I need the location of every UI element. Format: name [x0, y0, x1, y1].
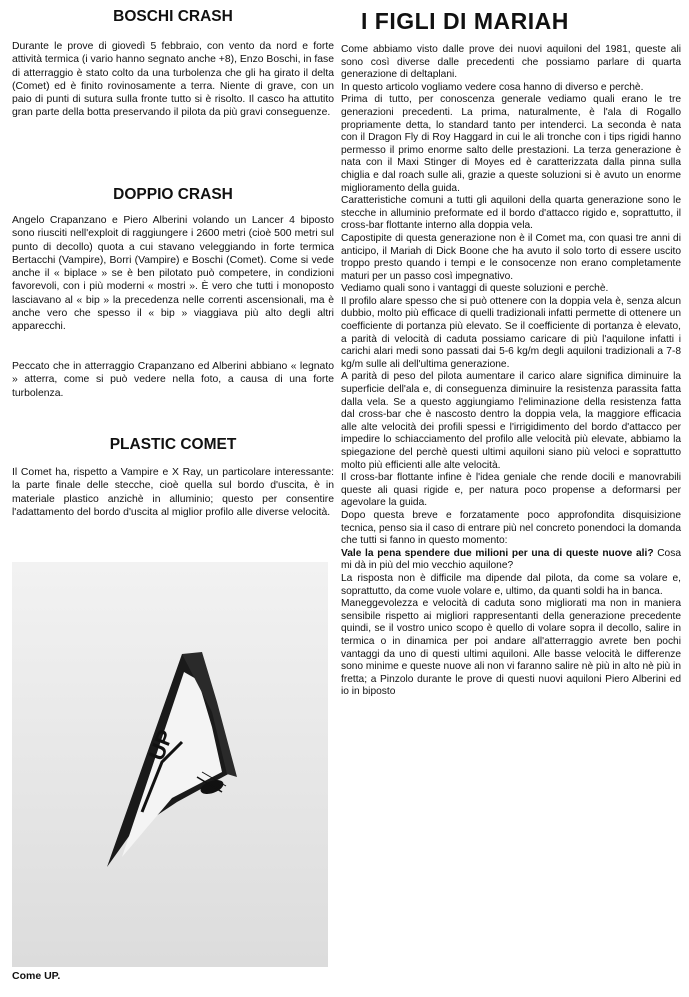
article-paragraph: Vediamo quali sono i vantaggi di queste soluzioni e perchè. — [341, 283, 609, 295]
article-paragraph: La risposta non è difficile ma dipende dal pilota, da come sa volare e, soprattutto, da come vuole volare e, ultimo, da quanti soldi ha in banca. — [341, 572, 681, 597]
photo-caption: Come UP. — [12, 970, 61, 982]
doppio-crash-body-2: Peccato che in atterraggio Crapanzano ed Alberini abbiano « legnato » atterra, come si può vedere nella foto, a causa di una forte turbolenza. — [12, 361, 334, 399]
plastic-comet-title: PLASTIC COMET — [109, 436, 237, 453]
doppio-crash-title: DOPPIO CRASH — [113, 186, 233, 203]
article-title: I FIGLI DI MARIAH — [361, 8, 569, 34]
article-paragraph: Capostipite di questa generazione non è il Comet ma, con quasi tre anni di anticipo, il Mariah di Dick Boone che ha avuto il solo torto di essere uscito troppo presto quando i tempi e le consocenze non erano completamente maturi per un passo così impegnativo. — [341, 232, 681, 282]
article-paragraph: Prima di tutto, per conoscenza generale vediamo quali erano le tre generazioni precedenti. La prima, naturalmente, è l'ala di Rogallo propriamente detta, lo standard tanto per intenderci. La seconda è nata con il Dragon Fly di Roy Haggard in cui le ali tronche con i tips rigidi hanno permesso il primo enorme salto delle prestazioni. La terza generazione è nata con il Maxi Stinger di Moyes ed è caratterizzata dalla pinna sulla chiglia e dal roach sulle ali, grazie a queste soluzioni si è avuto un enorme miglioramento della guida. — [341, 94, 681, 194]
plastic-comet-body: Il Comet ha, rispetto a Vampire e X Ray, un particolare interessante: la parte finale delle stecche, cioè quella sul bordo d'uscita, è in materiale plastico anzichè in alluminio; questo per consentire l'adattamento del bordo d'uscita al miglior profilo alle diverse velocità. — [12, 467, 334, 518]
boschi-crash-body: Durante le prove di giovedì 5 febbraio, con vento da nord e forte attività termica (i vario hanno segnato anche +8), Enzo Boschi, in fase di atterraggio è stato colto da una turbolenza che gli ha girato il delta (Comet) ed è finito rovinosamente a terra. Niente di grave, con un paio di punti di sutura sulla fronte tutto si è risolto. Il casco ha attutito gran parte della botta preservando il pilota da più gravi conseguenze. — [12, 41, 334, 119]
article-paragraph: Dopo questa breve e forzatamente poco approfondita disquisizione tecnica, penso sia il caso di entrare più nel concreto ponendoci la domanda che tutti si fanno in questo momento: — [341, 509, 681, 547]
article-paragraph: A parità di peso del pilota aumentare il carico alare significa diminuire la superficie dell'ala e, di conseguenza diminuire la resistenza parassita fatta dalla vela. Se a questo aggiungiamo l'eliminazione della resistenza fatta dal cross-bar che è nascosto dentro la doppia vela, la maggiore efficacia alle alte velocità dei profili spessi e l'irrigidimento del bordo d'attacco per impedire lo schiacciamento del profilo alle velocità più elevate, abbiamo la spiegazione del perchè questi ultimi aquiloni siano più veloci e soprattutto molto più efficienti alle alte velocità. — [341, 371, 681, 471]
article-paragraph: Maneggevolezza e velocità di caduta sono migliorati ma non in maniera sensibile rispetto ai migliori rappresentanti della generazione precedente quindi, se il vostro unico scopo è quello di volare sopra il decollo, salire in termica o in dinamica per poi andare all'atterraggio avrete ben pochi vantaggi da uno di questi ultimi aquiloni. Alle basse velocità le differenze sono minime e queste nuove ali non vi faranno salire nè più in alto nè più in fretta; a Pinzolo durante le prove di questi nuovi aquiloni Piero Alberini ed io in biposto — [341, 598, 681, 698]
article-paragraph: Il profilo alare spesso che si può ottenere con la doppia vela è, senza alcun dubbio, molto più efficace di quelli tradizionali infatti permette di ottenere un coefficiente di portanza più elevato. Se il coefficiente di portanza è elevato, a parità di velocità di caduta possiamo caricare di più l'aquilone infatti i carichi alari medi sono passati dai 5-6 kg/m degli aquiloni tradizionali a 7-8 kg/m sulle ali dell'ultima generazione. — [341, 295, 681, 370]
hang-glider-image — [12, 562, 328, 967]
question-paragraph — [341, 548, 681, 573]
question-rest: Cosa mi dà in più del mio vecchio aquilone? — [341, 547, 681, 572]
article-paragraph: Caratteristiche comuni a tutti gli aquiloni della quarta generazione sono le stecche in alluminio preformate ed il bordo d'attacco rigido e, soprattutto, il cross-bar flottante interno alla doppia vela. — [341, 195, 681, 232]
article-paragraph: In questo articolo vogliamo vedere cosa hanno di diverso e perchè. — [341, 81, 644, 93]
article-body — [341, 44, 681, 699]
question-bold: Vale la pena spendere due milioni per una di queste nuove ali? — [341, 547, 654, 559]
wing-marking: UP — [143, 726, 179, 764]
article-paragraph: Come abbiamo visto dalle prove dei nuovi aquiloni del 1981, queste ali sono così diverse dalle precedenti che possiamo parlare di quarta generazione di deltaplani. — [341, 44, 681, 81]
article-paragraph: Il cross-bar flottante infine è l'idea geniale che rende docili e manovrabili queste ali quasi rigide e, per natura poco propense a deformarsi per agevolare la guida. — [341, 472, 681, 509]
hang-glider-photo — [12, 562, 328, 967]
boschi-crash-title: BOSCHI CRASH — [113, 8, 233, 25]
doppio-crash-body: Angelo Crapanzano e Piero Alberini volando un Lancer 4 biposto sono riusciti nell'exploit di raggiungere i 2600 metri (cioè 500 metri sul punto di decollo) quota a cui stavano veleggiando in forte termica Bertacchi (Vampire), Borri (Vampire) e Boschi (Comet). Come si vede anche il « biplace » se è ben pilotato può competere, in condizioni favorevoli, con i più moderni « mostri ». È vero che tutti i monoposto lasciavano al « bip » la precedenza nelle correnti ascensionali, ma è anche vero che spesso il « bip » viaggiava più alto degli altri apparecchi. — [12, 215, 334, 333]
